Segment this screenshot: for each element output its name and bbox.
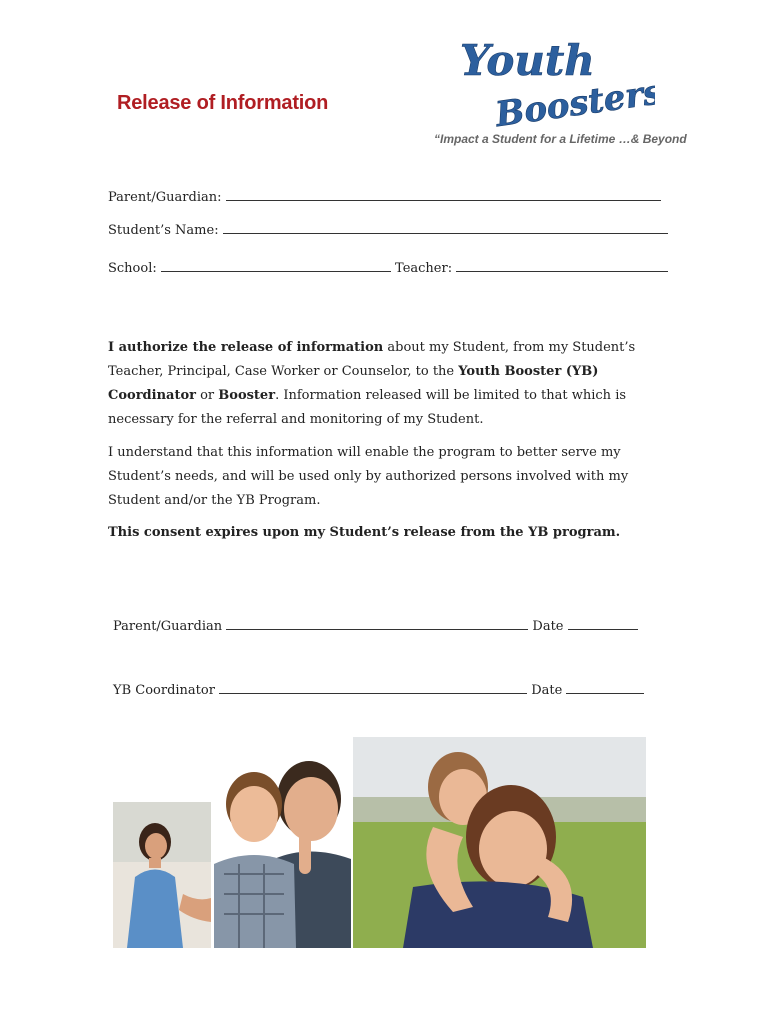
teacher-label: Teacher:: [395, 261, 453, 276]
coordinator-date-label: Date: [531, 683, 563, 698]
authorize-text-2: or: [195, 388, 219, 403]
school-label: School:: [108, 261, 157, 276]
parent-signature-label: Parent/Guardian: [113, 619, 223, 634]
student-name-input-line[interactable]: [223, 221, 668, 234]
authorize-bold-text: I authorize the release of information: [108, 340, 384, 355]
parent-signature-row: [113, 617, 638, 634]
coordinator-signature-row: [113, 681, 644, 698]
school-teacher-field: [108, 259, 668, 276]
tagline: “Impact a Student for a Lifetime …& Beyond: [434, 132, 687, 146]
authorize-text-3: . Information released will be limited to that which is necessary for the referral and monitoring of my Student.: [108, 388, 627, 427]
parent-guardian-input-line[interactable]: [226, 188, 661, 201]
parent-date-label: Date: [532, 619, 564, 634]
yb-coordinator-bold: Youth Booster (YB) Coordinator: [108, 364, 599, 403]
student-name-field: [108, 221, 668, 238]
parent-guardian-field: [108, 188, 661, 205]
logo-word-youth: Youth: [460, 36, 595, 85]
photo-mother-and-daughter: [353, 737, 646, 948]
photo-boy-and-man: [214, 754, 351, 948]
school-input-line[interactable]: [161, 259, 391, 272]
authorize-text-1: about my Student, from my Student’s Teacher, Principal, Case Worker or Counselor, to the: [108, 340, 636, 379]
understanding-paragraph: I understand that this information will enable the program to better serve my Student’s needs, and will be used only by authorized persons involved with my Student and/or the YB Program.: [108, 445, 629, 508]
parent-date-line[interactable]: [568, 617, 638, 630]
logo-word-boosters: Boosters: [493, 72, 655, 130]
coordinator-date-line[interactable]: [566, 681, 644, 694]
booster-bold: Booster: [218, 388, 276, 403]
teacher-input-line[interactable]: [456, 259, 668, 272]
parent-signature-line[interactable]: [226, 617, 528, 630]
youth-boosters-logo: [455, 30, 655, 130]
consent-expiry-paragraph: This consent expires upon my Student’s release from the YB program.: [108, 525, 621, 540]
coordinator-signature-line[interactable]: [219, 681, 527, 694]
authorization-paragraph: [108, 336, 668, 432]
photo-girl: [113, 802, 211, 948]
parent-guardian-label: Parent/Guardian:: [108, 190, 222, 205]
document-title: Release of Information: [117, 92, 329, 114]
student-name-label: Student’s Name:: [108, 223, 219, 238]
coordinator-signature-label: YB Coordinator: [113, 683, 215, 698]
